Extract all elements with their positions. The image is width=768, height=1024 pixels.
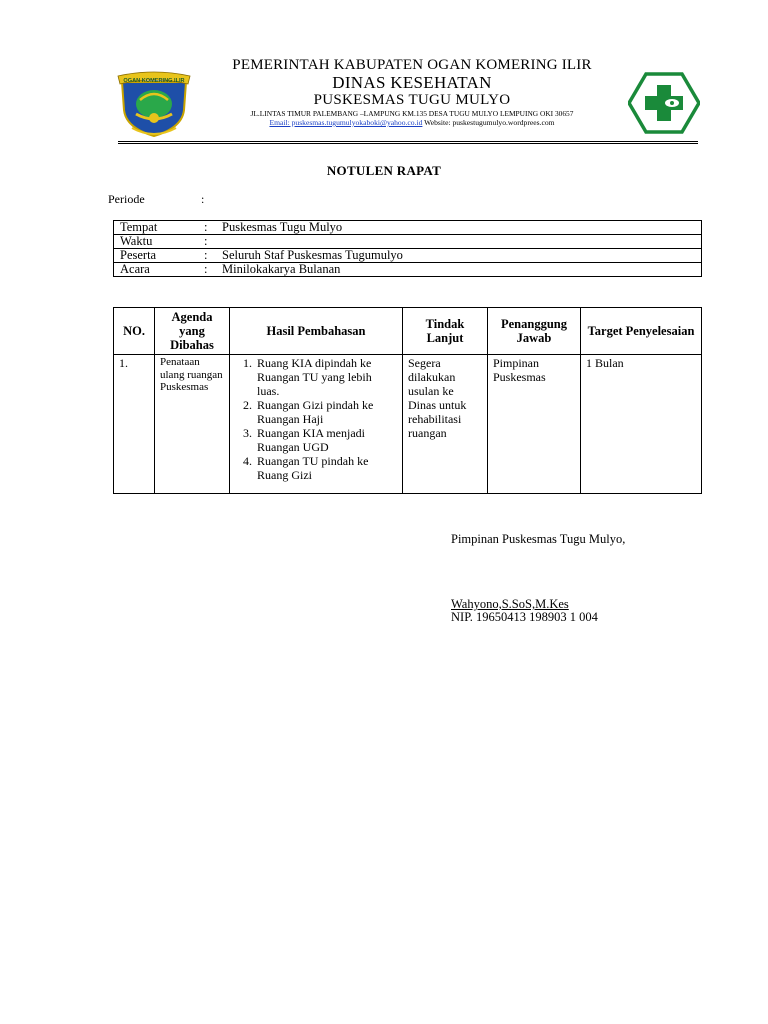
info-row bbox=[114, 263, 702, 277]
info-label: Waktu bbox=[114, 235, 205, 249]
header-penanggung-jawab: Penanggung Jawab bbox=[488, 308, 581, 355]
department-name: DINAS KESEHATAN bbox=[332, 73, 492, 92]
letterhead-divider-2 bbox=[118, 143, 698, 144]
hasil-list bbox=[235, 356, 397, 482]
signature-nip: NIP. 19650413 198903 1 004 bbox=[451, 610, 598, 624]
info-value: Puskesmas Tugu Mulyo bbox=[216, 221, 702, 235]
info-colon: : bbox=[204, 221, 216, 235]
table-header-row bbox=[114, 308, 702, 355]
government-name: PEMERINTAH KABUPATEN OGAN KOMERING ILIR bbox=[232, 57, 592, 73]
info-value: Seluruh Staf Puskesmas Tugumulyo bbox=[216, 249, 702, 263]
cell-no: 1. bbox=[114, 355, 155, 494]
hasil-item: 1. Ruang KIA dipindah ke Ruangan TU yang lebih luas. bbox=[255, 356, 397, 398]
info-row bbox=[114, 235, 702, 249]
cell-hasil bbox=[230, 355, 403, 494]
info-value bbox=[216, 235, 702, 249]
info-row bbox=[114, 221, 702, 235]
info-row bbox=[114, 249, 702, 263]
email-link[interactable]: Email: puskesmas.tugumulyokaboki@yahoo.co.id bbox=[269, 118, 423, 127]
letterhead bbox=[200, 56, 624, 127]
cell-tindak-lanjut: Segera dilakukan usulan ke Dinas untuk rehabilitasi ruangan bbox=[403, 355, 488, 494]
cell-penanggung-jawab: Pimpinan Puskesmas bbox=[488, 355, 581, 494]
website-text: Website: puskestugumulyo.wordprees.com bbox=[422, 118, 555, 127]
cell-target: 1 Bulan bbox=[581, 355, 702, 494]
contact-line bbox=[200, 118, 624, 127]
letterhead-divider bbox=[118, 141, 698, 142]
periode-row bbox=[108, 192, 205, 207]
logo-motto-text: OGAN KOMERING ILIR bbox=[123, 78, 185, 84]
table-row bbox=[114, 355, 702, 494]
periode-label: Periode bbox=[108, 192, 145, 206]
info-colon: : bbox=[204, 249, 216, 263]
info-value: Minilokakarya Bulanan bbox=[216, 263, 702, 277]
info-label: Peserta bbox=[114, 249, 205, 263]
minutes-table bbox=[113, 307, 702, 494]
info-colon: : bbox=[204, 263, 216, 277]
address-line: JL.LINTAS TIMUR PALEMBANG –LAMPUNG KM.135 DESA TUGU MULYO LEMPUING OKI 30657 bbox=[250, 109, 574, 118]
header-tindak-lanjut: Tindak Lanjut bbox=[403, 308, 488, 355]
info-label: Tempat bbox=[114, 221, 205, 235]
periode-colon: : bbox=[201, 192, 205, 206]
document-title: NOTULEN RAPAT bbox=[326, 163, 442, 178]
info-label: Acara bbox=[114, 263, 205, 277]
meeting-info-table bbox=[113, 220, 702, 277]
info-colon: : bbox=[204, 235, 216, 249]
hasil-item: 2. Ruangan Gizi pindah ke Ruangan Haji bbox=[255, 398, 397, 426]
health-center-name: PUSKESMAS TUGU MULYO bbox=[313, 92, 511, 108]
header-agenda: Agenda yang Dibahas bbox=[155, 308, 230, 355]
header-no: NO. bbox=[114, 308, 155, 355]
puskesmas-logo-icon bbox=[628, 72, 700, 134]
regency-emblem-icon bbox=[112, 70, 196, 138]
signature-title: Pimpinan Puskesmas Tugu Mulyo, bbox=[451, 532, 626, 546]
cell-agenda: Penataan ulang ruangan Puskesmas bbox=[155, 355, 230, 494]
hasil-item: 4. Ruangan TU pindah ke Ruang Gizi bbox=[255, 454, 397, 482]
hasil-item: 3. Ruangan KIA menjadi Ruangan UGD bbox=[255, 426, 397, 454]
signature-name: Wahyono,S.SoS,M.Kes bbox=[451, 597, 569, 611]
header-hasil: Hasil Pembahasan bbox=[230, 308, 403, 355]
header-target: Target Penyelesaian bbox=[581, 308, 702, 355]
